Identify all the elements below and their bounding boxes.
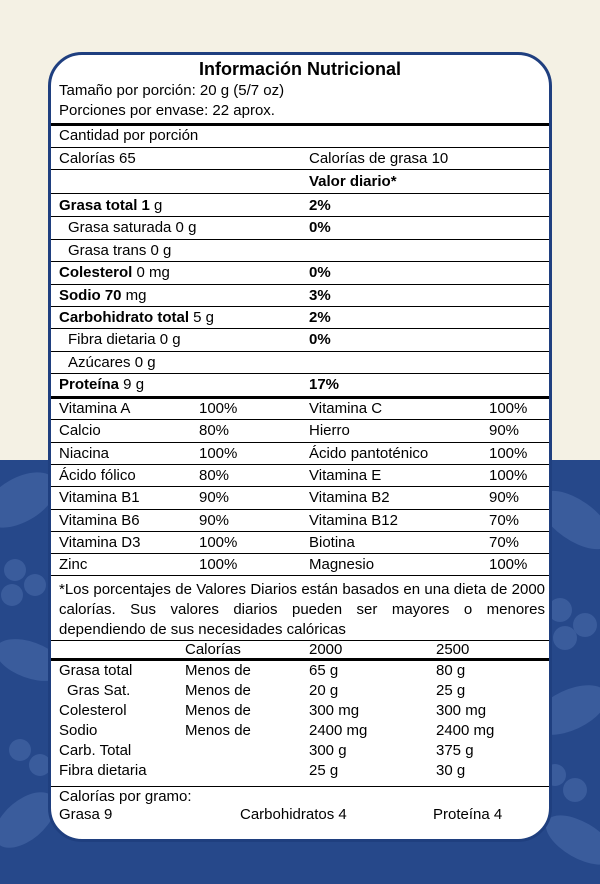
vitamin-dv: 90% [489,422,520,440]
vitamin-dv: 80% [199,466,230,484]
reference-cell: 300 mg [436,702,487,719]
divider [51,351,549,352]
reference-cell: Fibra dietaria [59,762,147,779]
divider [51,147,549,148]
vitamin-dv: 100% [199,444,238,462]
vitamin-dv: 100% [199,400,238,417]
per-gram-carbs: Carbohidratos 4 [240,806,347,823]
nutrient-name-bold: Carbohidrato total [59,309,189,326]
nutrient-dv: 2% [309,309,331,326]
reference-cell: Colesterol [59,702,127,719]
vitamin-dv: 100% [199,556,238,574]
divider [51,442,549,443]
vitamin-dv: 100% [199,533,238,551]
nutrient-amount: g [149,197,163,214]
divider [51,284,549,285]
reference-cell: Menos de [185,722,251,739]
vitamin-name: Vitamina E [309,466,382,484]
nutrient-name-bold: Colesterol [59,264,133,282]
ref-header-2500: 2500 [436,641,470,658]
divider [51,640,549,641]
nutrient-name: Grasa saturada 0 g [68,219,197,237]
vitamin-name: Zinc [59,556,88,574]
vitamin-dv: 80% [199,422,230,440]
nutrient-amount: 9 g [119,376,145,394]
reference-cell: Menos de [185,682,251,699]
divider [51,553,549,554]
divider [51,419,549,420]
reference-cell: 375 g [436,742,474,759]
footnote: *Los porcentajes de Valores Diarios están basados en una dieta de 2000 calorías. Sus valores diarios pueden ser mayores o menores dependiendo de sus necesidades calóricas [59,581,545,638]
vitamin-name: Niacina [59,444,110,462]
nutrient-name [59,375,144,395]
reference-cell: 80 g [436,662,466,679]
nutrient-name [59,286,147,306]
reference-cell: Carb. Total [59,742,132,759]
nutrient-name [59,196,162,216]
vitamin-dv: 100% [489,444,528,462]
vitamin-name: Vitamina D3 [59,533,141,551]
reference-cell: Menos de [185,662,251,679]
vitamin-dv: 100% [489,400,528,417]
vitamin-name: Ácido pantoténico [309,444,429,462]
divider [51,216,549,217]
vitamin-name: Vitamina B1 [59,489,140,507]
reference-cell: 2400 mg [309,722,368,739]
vitamin-dv: 90% [489,489,520,507]
nutrient-dv: 0% [309,264,331,282]
panel-title: Información Nutricional [198,59,402,79]
vitamin-name: Calcio [59,422,101,440]
daily-value-header: Valor diario* [309,173,397,190]
vitamin-name: Vitamina B2 [309,489,390,507]
servings-per-container: Porciones por envase: 22 aprox. [59,102,275,119]
vitamin-name: Biotina [309,533,355,551]
divider [51,306,549,307]
reference-cell: Sodio [59,722,98,739]
divider [51,509,549,510]
vitamin-name: Ácido fólico [59,466,136,484]
per-gram-fat: Grasa 9 [59,806,113,823]
nutrient-amount: 0 mg [132,264,170,282]
calories: Calorías 65 [59,150,136,167]
nutrient-dv: 0% [309,219,331,237]
per-gram-protein: Proteína 4 [433,806,503,823]
divider [51,193,549,194]
reference-cell: 300 g [309,742,347,759]
vitamin-name: Vitamina B12 [309,511,398,529]
divider [51,531,549,532]
nutrient-amount: mg [121,286,147,304]
reference-cell: 20 g [309,682,339,699]
divider [51,239,549,240]
amount-per-serving: Cantidad por porción [59,127,199,144]
nutrient-dv: 17% [309,376,340,394]
vitamin-name: Magnesio [309,556,375,574]
serving-size: Tamaño por porción: 20 g (5/7 oz) [59,82,285,99]
calories-per-gram: Calorías por gramo: [59,788,192,805]
reference-cell: Grasa total [59,662,133,679]
vitamin-name: Vitamina A [59,400,131,417]
reference-cell: 300 mg [309,702,360,719]
vitamin-dv: 70% [489,511,520,529]
reference-cell: 30 g [436,762,466,779]
nutrient-name-bold: Proteína [59,376,120,394]
vitamin-name: Vitamina C [309,400,383,417]
reference-cell: 65 g [309,662,339,679]
divider [51,486,549,487]
ref-header-calories: Calorías [185,641,241,658]
nutrient-name: Fibra dietaria 0 g [68,331,181,349]
nutrient-dv: 2% [309,197,331,214]
divider [51,464,549,465]
nutrient-name-bold: Grasa total 1 [59,197,150,214]
nutrient-name: Azúcares 0 g [68,353,156,371]
divider [51,169,549,170]
divider [51,373,549,374]
ref-header-2000: 2000 [309,641,343,658]
vitamin-name: Hierro [309,422,350,440]
nutrient-name-bold: Sodio 70 [59,286,122,304]
vitamin-dv: 90% [199,489,230,507]
divider [51,575,549,576]
reference-cell: 25 g [436,682,466,699]
vitamin-dv: 70% [489,533,520,551]
nutrition-panel [48,52,552,842]
vitamin-dv: 90% [199,511,230,529]
vitamin-name: Vitamina B6 [59,511,140,529]
nutrient-name [59,308,214,328]
vitamin-dv: 100% [489,556,528,574]
nutrient-amount: 5 g [189,309,215,326]
nutrient-name: Grasa trans 0 g [68,241,172,259]
nutrient-name [59,263,170,283]
nutrient-dv: 0% [309,331,331,349]
divider [51,261,549,262]
reference-cell: Gras Sat. [67,682,131,699]
vitamin-dv: 100% [489,466,528,484]
nutrient-dv: 3% [309,286,331,304]
divider [51,328,549,329]
reference-cell: 2400 mg [436,722,495,739]
calories-from-fat: Calorías de grasa 10 [309,150,449,167]
reference-cell: 25 g [309,762,339,779]
reference-cell: Menos de [185,702,251,719]
